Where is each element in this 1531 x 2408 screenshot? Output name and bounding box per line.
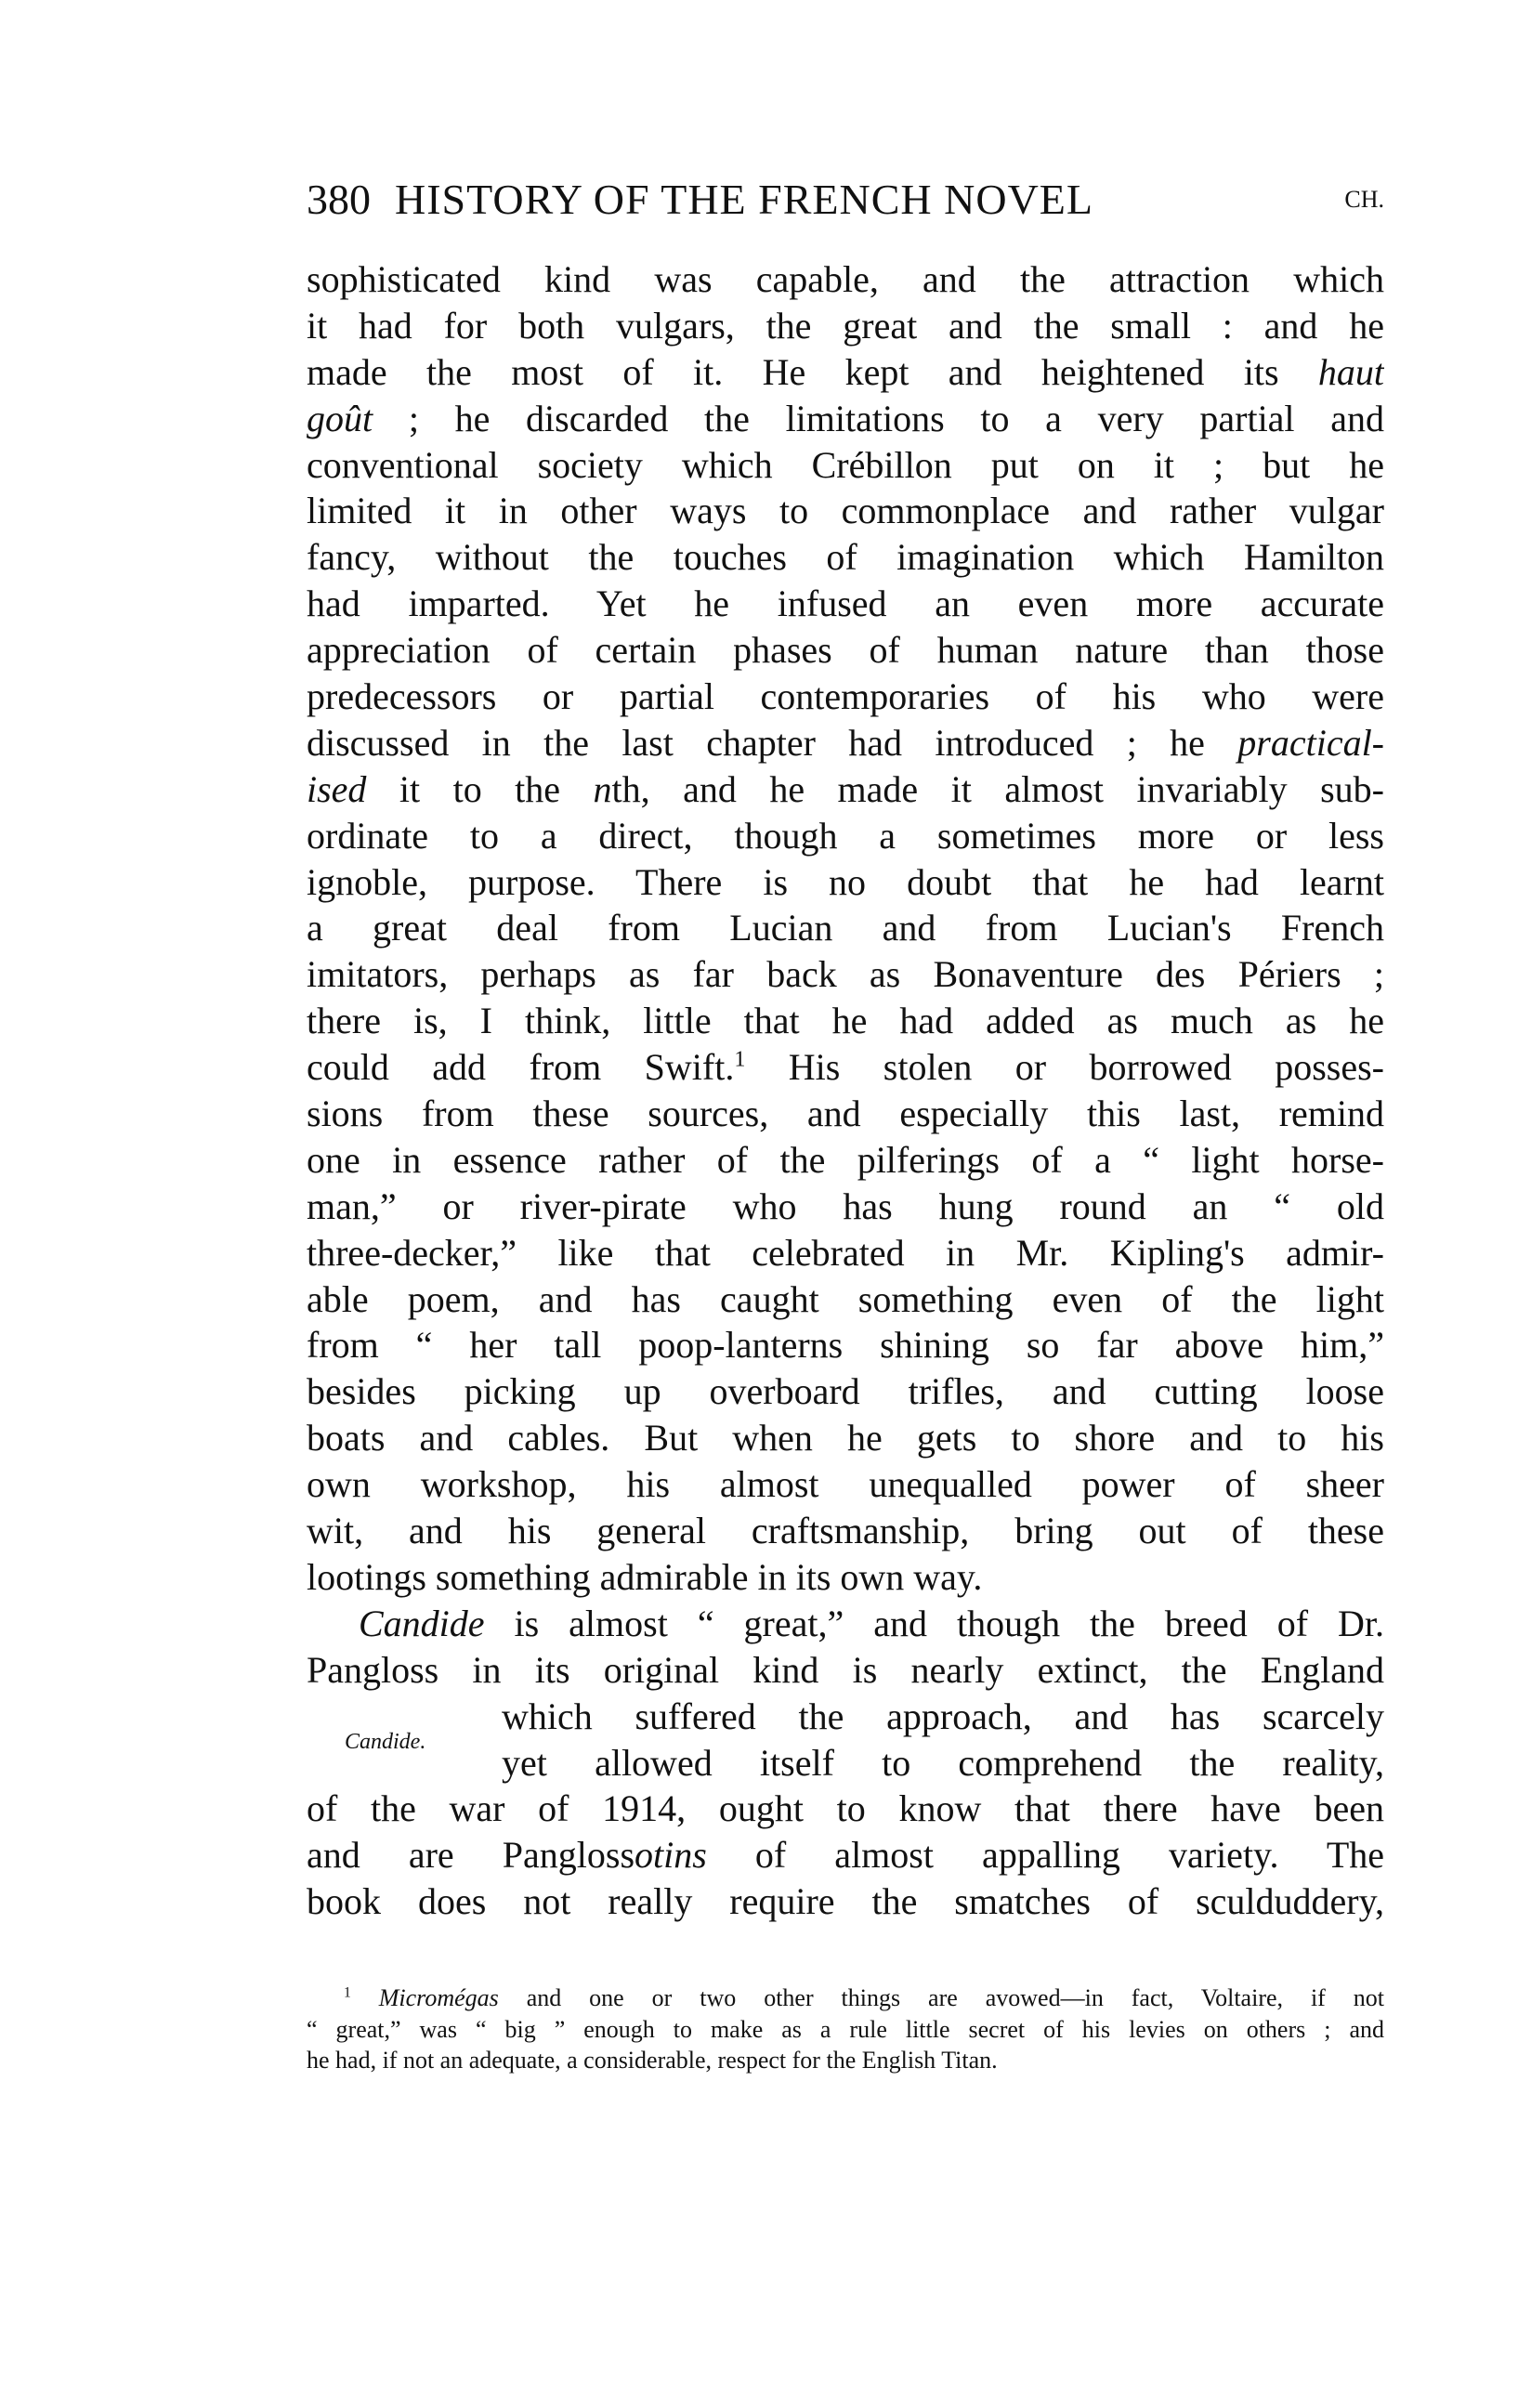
running-title: HISTORY OF THE FRENCH NOVEL [395, 176, 1093, 223]
text-line [307, 256, 1384, 303]
italic-text: n [593, 767, 612, 810]
text-line [307, 1368, 1384, 1415]
text-line [307, 1230, 1384, 1276]
text-line [307, 1786, 1384, 1832]
italic-text: Candide [359, 1602, 485, 1644]
text-segment: limited it in other ways to commonplace and rather vulgar [307, 490, 1384, 532]
running-header [307, 175, 1384, 227]
text-segment: able poem, and has caught something even of the light [307, 1277, 1384, 1320]
footnote [307, 1983, 1384, 2076]
text-line [307, 1461, 1384, 1508]
text-segment: book does not really require the smatches of sculduddery, [307, 1880, 1384, 1923]
text-line [307, 1740, 1384, 1786]
text-segment: had imparted. Yet he infused an even more accurate [307, 582, 1384, 625]
text-segment: fancy, without the touches of imagination which Hamilton [307, 536, 1384, 579]
text-segment: it had for both vulgars, the great and the small : and he [307, 304, 1384, 347]
text-line [307, 1647, 1384, 1694]
text-line [307, 303, 1384, 349]
text-line [307, 674, 1384, 720]
page-number: 380 [307, 176, 371, 223]
text-line [307, 905, 1384, 951]
text-line [307, 1508, 1384, 1554]
text-segment: one in essence rather of the pilferings of a “ light horse- [307, 1138, 1384, 1181]
text-segment: imitators, perhaps as far back as Bonaventure des Périers ; [307, 953, 1384, 996]
text-line [307, 1415, 1384, 1461]
text-segment: yet allowed itself to comprehend the reality, [502, 1741, 1384, 1784]
text-segment: made the most of it. He kept and heightened its [307, 350, 1318, 393]
text-line [307, 1137, 1384, 1184]
text-line [307, 627, 1384, 674]
text-line [307, 1694, 1384, 1740]
text-segment: conventional society which Crébillon put on it ; but he [307, 443, 1384, 486]
text-line [307, 951, 1384, 998]
text-segment: from “ her tall poop-lanterns shining so far above him,” [307, 1324, 1384, 1367]
text-segment: ordinate to a direct, though a sometimes more or less [307, 814, 1384, 857]
text-line [307, 488, 1384, 534]
italic-text: goût [307, 397, 373, 439]
text-segment: there is, I think, little that he had added as much as he [307, 1000, 1384, 1042]
text-segment: wit, and his general craftsmanship, bring out of these [307, 1510, 1384, 1552]
text-segment: sions from these sources, and especially this last, remind [307, 1093, 1384, 1135]
text-segment: discussed in the last chapter had introduced ; he [307, 721, 1238, 764]
footnote-line [307, 1983, 1384, 2014]
text-line [307, 442, 1384, 489]
chapter-abbrev: CH. [1344, 186, 1384, 213]
italic-text: haut [1317, 350, 1384, 393]
text-segment: three-decker,” like that celebrated in Mr. Kipling's admir- [307, 1231, 1384, 1274]
margin-note: Candide. [345, 1730, 426, 1754]
footnote-line [307, 2014, 1384, 2046]
text-segment: sophisticated kind was capable, and the attraction which [307, 258, 1384, 300]
text-line [307, 1322, 1384, 1368]
text-line [307, 349, 1384, 396]
footnote-line [307, 2045, 1384, 2076]
text-line [307, 1276, 1384, 1323]
text-line [307, 396, 1384, 442]
italic-text: practical- [1237, 721, 1384, 764]
text-line [307, 581, 1384, 627]
text-line [307, 1601, 1384, 1647]
text-line [307, 1878, 1384, 1925]
text-segment: lootings something admirable in its own way. [307, 1555, 983, 1598]
text-segment: which suffered the approach, and has scarcely [502, 1695, 1384, 1737]
text-segment: boats and cables. But when he gets to shore and to his [307, 1417, 1384, 1459]
text-line [307, 1832, 1384, 1878]
text-segment: own workshop, his almost unequalled power of sheer [307, 1463, 1384, 1506]
text-segment: it to the [366, 767, 594, 810]
text-segment: ignoble, purpose. There is no doubt that he had learnt [307, 860, 1384, 903]
text-segment: of the war of 1914, ought to know that there have been [307, 1787, 1384, 1830]
text-line [307, 1554, 1384, 1601]
text-segment: appreciation of certain phases of human nature than those [307, 629, 1384, 672]
text-segment: could add from Swift. [307, 1046, 735, 1089]
text-line [307, 813, 1384, 859]
text-segment: th, and he made it almost invariably sub- [611, 767, 1384, 810]
text-segment: His stolen or borrowed posses- [745, 1046, 1384, 1089]
body-text [307, 256, 1384, 1925]
text-line [307, 766, 1384, 813]
italic-text: otins [635, 1834, 707, 1877]
text-segment: of almost appalling variety. The [706, 1834, 1384, 1877]
text-line [307, 534, 1384, 581]
text-segment [351, 1984, 379, 2011]
italic-text: ised [307, 767, 367, 810]
text-line [307, 1184, 1384, 1230]
text-segment: he had, if not an adequate, a considerable, respect for the English Titan. [307, 2047, 998, 2074]
text-segment: ; he discarded the limitations to a very partial and [373, 397, 1384, 439]
footnote-marker: 1 [344, 1984, 351, 2001]
text-segment: Pangloss in its original kind is nearly extinct, the England [307, 1648, 1384, 1691]
italic-text: Micromégas [378, 1984, 499, 2011]
text-line [307, 859, 1384, 906]
footnote-marker: 1 [734, 1047, 746, 1072]
text-line [307, 1091, 1384, 1137]
text-segment: and one or two other things are avowed—in fact, Voltaire, if not [498, 1984, 1385, 2011]
text-line [307, 1044, 1384, 1091]
text-segment: “ great,” was “ big ” enough to make as a rule little secret of his levies on others ; and [307, 2015, 1384, 2043]
text-line [307, 998, 1384, 1044]
text-segment: predecessors or partial contemporaries of his who were [307, 675, 1384, 718]
text-segment: is almost “ great,” and though the breed of Dr. [484, 1602, 1384, 1644]
text-segment: and are Pangloss [307, 1834, 635, 1877]
text-line [307, 720, 1384, 766]
text-segment: besides picking up overboard trifles, and cutting loose [307, 1370, 1384, 1413]
text-segment: man,” or river-pirate who has hung round an “ old [307, 1184, 1384, 1227]
text-segment: a great deal from Lucian and from Lucian's French [307, 907, 1384, 949]
